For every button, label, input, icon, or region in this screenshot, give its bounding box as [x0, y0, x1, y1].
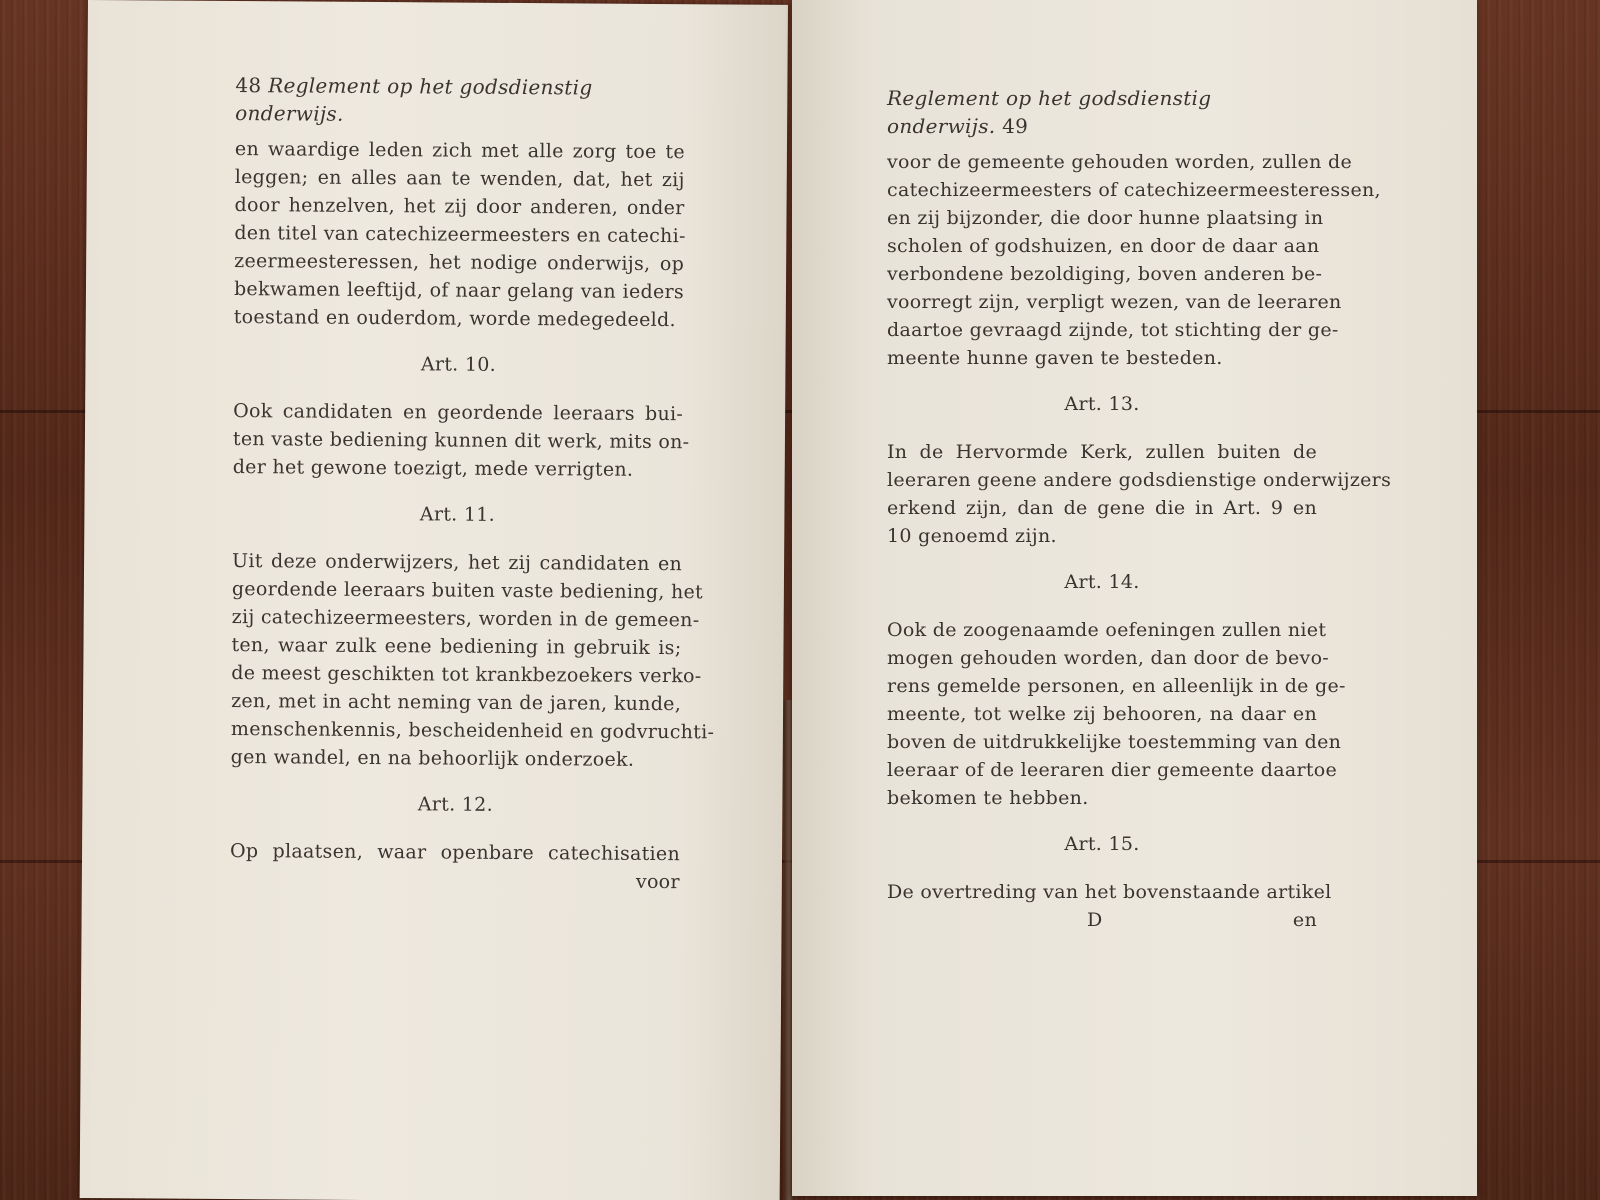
catchword: voor [635, 870, 680, 894]
article-11-paragraph [230, 547, 715, 774]
text-line: Uit deze onderwijzers, het zij candidaten en [232, 550, 683, 576]
text-line: ten vaste bediening kunnen dit werk, mits on- [232, 428, 690, 454]
text-line: zij catechizeermeesters, worden in de gemeen- [231, 606, 700, 632]
article-12-paragraph [230, 837, 680, 868]
text-line: ten, waar zulk eene bediening in gebruik is; [231, 634, 682, 660]
article-15-paragraph [887, 878, 1332, 906]
left-catchword-row [230, 865, 680, 896]
left-page [80, 0, 788, 1200]
text-line: Op plaatsen, waar openbare catechisatien [229, 840, 681, 866]
text-line: Ook candidaten en geordende leeraars bui- [233, 400, 684, 426]
text-line: rens gemelde personen, en alleenlijk in de ge- [887, 675, 1346, 697]
text-line: door henzelven, het zij door anderen, onder [234, 194, 685, 220]
text-line: bekomen te hebben. [887, 787, 1089, 809]
text-line: menschenkennis, bescheidenheid en godvruchti- [230, 718, 715, 744]
right-page-number: 49 [1002, 114, 1029, 138]
text-line: scholen of godshuizen, en door de daar aan [887, 235, 1320, 257]
text-line: boven de uitdrukkelijke toestemming van den [887, 731, 1342, 753]
text-line: catechizeermeesters of catechizeermeesteressen, [887, 179, 1381, 201]
right-footer-row [887, 906, 1317, 934]
article-heading-14: Art. 14. [1064, 571, 1140, 593]
text-line: geordende leeraars buiten vaste bediening, het [231, 578, 704, 604]
article-heading-13: Art. 13. [1064, 393, 1140, 415]
left-continuation-paragraph [234, 135, 685, 334]
article-heading-15: Art. 15. [1064, 833, 1140, 855]
catchword: en [1292, 909, 1317, 931]
text-line: en waardige leden zich met alle zorg toe te [234, 138, 686, 164]
right-running-head [887, 84, 1317, 140]
left-running-title: Reglement op het godsdienstig onderwijs. [235, 73, 593, 126]
text-line: meente, tot welke zij behooren, na daar en [887, 703, 1317, 725]
text-line: leeraren geene andere godsdienstige onderwijzers [887, 469, 1392, 491]
text-line: toestand en ouderdom, worde medegedeeld. [233, 306, 676, 332]
text-line: 10 genoemd zijn. [887, 525, 1057, 547]
right-page-text [887, 84, 1392, 934]
article-13-paragraph [887, 438, 1392, 550]
text-line: In de Hervormde Kerk, zullen buiten de [887, 441, 1317, 463]
left-running-head [235, 71, 685, 130]
text-line: verbondene bezoldiging, boven anderen be- [887, 263, 1323, 285]
text-line: mogen gehouden worden, dan door de bevo- [887, 647, 1330, 669]
right-page [792, 0, 1477, 1196]
article-14-paragraph [887, 616, 1346, 812]
text-line: leggen; en alles aan te wenden, dat, het zij [234, 166, 685, 192]
signature-mark: D [1087, 909, 1103, 931]
text-line: voor de gemeente gehouden worden, zullen de [887, 151, 1352, 173]
text-line: leeraar of de leeraren dier gemeente daartoe [887, 759, 1338, 781]
text-line: Ook de zoogenaamde oefeningen zullen niet [887, 619, 1327, 641]
text-line: zeermeesteressen, het nodige onderwijs, op [234, 250, 685, 276]
text-line: zen, met in acht neming van de jaren, kunde, [231, 690, 682, 716]
article-heading-10: Art. 10. [420, 353, 497, 376]
text-line: den titel van catechizeermeesters en catechi- [234, 222, 686, 248]
text-line: daartoe gevraagd zijnde, tot stichting der ge- [887, 319, 1339, 341]
text-line: de meest geschikten tot krankbezoekers verko- [231, 662, 702, 688]
text-line: gen wandel, en na behoorlijk onderzoek. [230, 746, 635, 771]
text-line: meente hunne gaven te besteden. [887, 347, 1223, 369]
text-line: bekwamen leeftijd, of naar gelang van ieders [233, 278, 685, 304]
text-line: voorregt zijn, verpligt wezen, van de leeraren [887, 291, 1342, 313]
article-heading-11: Art. 11. [419, 503, 496, 526]
left-page-number: 48 [235, 73, 262, 98]
text-line: De overtreding van het bovenstaande artikel [887, 881, 1332, 903]
left-page-text [229, 71, 715, 896]
article-10-paragraph [232, 397, 690, 484]
text-line: erkend zijn, dan de gene die in Art. 9 en [887, 497, 1317, 519]
right-running-title: Reglement op het godsdienstig onderwijs. [887, 86, 1212, 138]
right-continuation-paragraph [887, 148, 1381, 372]
text-line: der het gewone toezigt, mede verrigten. [232, 456, 634, 481]
article-heading-12: Art. 12. [417, 793, 494, 816]
text-line: en zij bijzonder, die door hunne plaatsing in [887, 207, 1324, 229]
